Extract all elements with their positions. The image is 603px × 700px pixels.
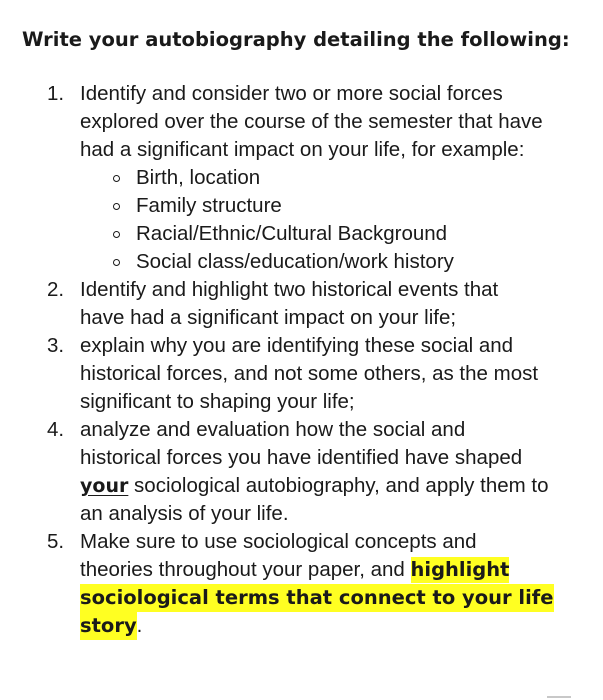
item-text-line: significant to shaping your life; — [80, 390, 355, 413]
item-text-fragment: sociological autobiography, and apply them to — [128, 474, 549, 497]
item-text-line — [80, 584, 580, 612]
assignment-heading: Write your autobiography detailing the following: — [22, 28, 570, 51]
item-text-line: have had a significant impact on your life; — [80, 306, 457, 329]
list-item-4 — [0, 416, 580, 528]
item-text-line: analyze and evaluation how the social and — [80, 418, 466, 441]
list-item-5 — [0, 528, 580, 640]
item-text-line — [80, 472, 580, 500]
item-text-line: had a significant impact on your life, for example: — [80, 138, 525, 161]
item-text-line: explored over the course of the semester that have — [80, 110, 543, 133]
underlined-emphasis: your — [80, 475, 129, 497]
item-text-line: an analysis of your life. — [80, 502, 289, 525]
sub-item — [0, 192, 603, 220]
item-number: 5. — [47, 530, 65, 553]
instructions-list — [0, 80, 603, 640]
list-item-3 — [0, 332, 580, 416]
item-text-fragment: theories throughout your paper, and — [80, 558, 411, 581]
page-edge-mark — [547, 696, 571, 698]
item-number: 1. — [47, 82, 65, 105]
sub-item — [0, 164, 603, 192]
item-number: 2. — [47, 278, 65, 301]
item-text-line — [80, 612, 580, 640]
list-item-1 — [0, 80, 580, 164]
sub-item-text: Racial/Ethnic/Cultural Background — [136, 222, 448, 245]
highlighted-text: story — [80, 612, 137, 640]
item-text-line: historical forces you have identified have shaped — [80, 446, 523, 469]
item-text-line: Identify and consider two or more social forces — [80, 82, 503, 105]
sub-item-text: Birth, location — [136, 166, 261, 189]
hollow-bullet-icon — [113, 175, 120, 182]
item-text-line: Make sure to use sociological concepts and — [80, 530, 477, 553]
item-text-line: explain why you are identifying these social and — [80, 334, 514, 357]
item-number: 4. — [47, 418, 65, 441]
hollow-bullet-icon — [113, 231, 120, 238]
sub-item — [0, 220, 603, 248]
item-text-line: historical forces, and not some others, as the most — [80, 362, 539, 385]
hollow-bullet-icon — [113, 259, 120, 266]
item-text-fragment: . — [136, 614, 143, 637]
item-text-line — [80, 556, 580, 584]
highlighted-text: sociological terms that connect to your life — [80, 584, 554, 612]
hollow-bullet-icon — [113, 203, 120, 210]
sub-item — [0, 248, 603, 276]
sub-item-text: Social class/education/work history — [136, 250, 454, 273]
sub-item-text: Family structure — [136, 194, 282, 217]
item-number: 3. — [47, 334, 65, 357]
item-text-line: Identify and highlight two historical events that — [80, 278, 499, 301]
list-item-2 — [0, 276, 580, 332]
highlighted-text: highlight — [410, 558, 510, 581]
